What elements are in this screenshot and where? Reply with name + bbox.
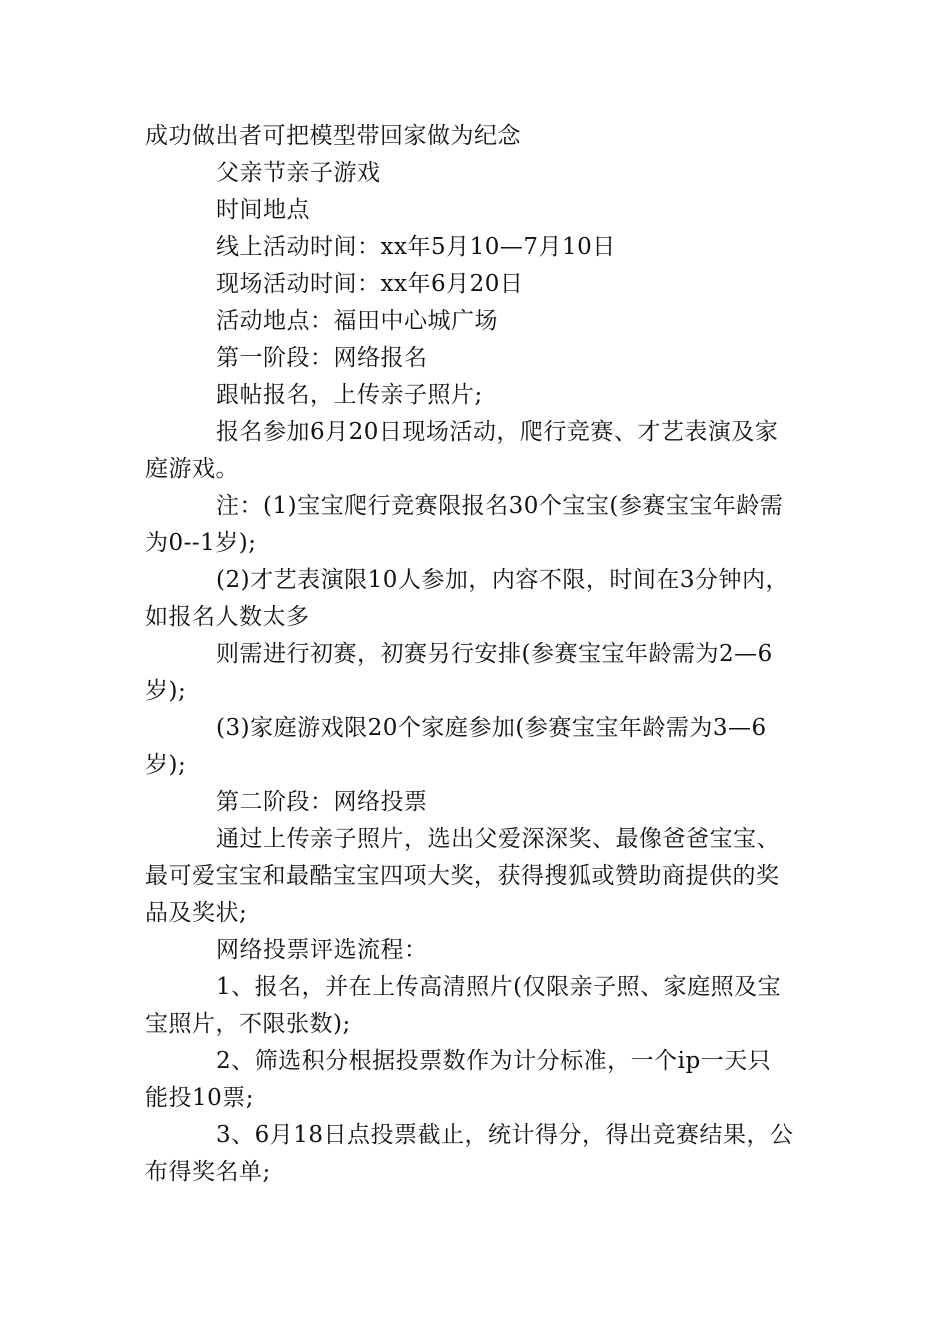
text-line: 品及奖状; bbox=[145, 900, 248, 926]
text-line: 第一阶段：网络报名 bbox=[216, 345, 428, 371]
text-line: 3、6月18日点投票截止，统计得分，得出竞赛结果，公 bbox=[216, 1122, 794, 1148]
text-line: (3)家庭游戏限20个家庭参加(参赛宝宝年龄需为3—6 bbox=[216, 715, 767, 741]
text-line: 庭游戏。 bbox=[145, 456, 239, 482]
text-line: 父亲节亲子游戏 bbox=[216, 160, 381, 186]
text-line: 为0--1岁); bbox=[145, 530, 257, 556]
text-line: 1、报名，并在上传高清照片(仅限亲子照、家庭照及宝 bbox=[216, 974, 782, 1000]
text-line: 网络投票评选流程： bbox=[216, 937, 428, 963]
text-line: 跟帖报名，上传亲子照片; bbox=[216, 382, 483, 408]
text-line: 时间地点 bbox=[216, 197, 310, 223]
text-line: 能投10票; bbox=[145, 1085, 255, 1111]
text-line: 则需进行初赛，初赛另行安排(参赛宝宝年龄需为2—6 bbox=[216, 641, 773, 667]
text-line: 报名参加6月20日现场活动，爬行竞赛、才艺表演及家 bbox=[216, 419, 779, 445]
text-line: 线上活动时间：xx年5月10—7月10日 bbox=[216, 234, 616, 260]
text-line: 2、筛选积分根据投票数作为计分标准，一个ip一天只 bbox=[216, 1048, 772, 1074]
text-line: 第二阶段：网络投票 bbox=[216, 789, 428, 815]
text-line: 宝照片，不限张数); bbox=[145, 1011, 351, 1037]
text-line: 注：(1)宝宝爬行竞赛限报名30个宝宝(参赛宝宝年龄需 bbox=[216, 493, 784, 519]
text-line: 如报名人数太多 bbox=[145, 604, 310, 630]
text-line: 最可爱宝宝和最酷宝宝四项大奖，获得搜狐或赞助商提供的奖 bbox=[145, 863, 780, 889]
text-line: (2)才艺表演限10人参加，内容不限，时间在3分钟内， bbox=[216, 567, 789, 593]
text-line: 成功做出者可把模型带回家做为纪念 bbox=[145, 123, 521, 149]
text-line: 岁); bbox=[145, 752, 187, 778]
text-line: 布得奖名单; bbox=[145, 1159, 271, 1185]
text-line: 活动地点：福田中心城广场 bbox=[216, 308, 498, 334]
text-line: 通过上传亲子照片，选出父爱深深奖、最像爸爸宝宝、 bbox=[216, 826, 780, 852]
text-line: 现场活动时间：xx年6月20日 bbox=[216, 271, 524, 297]
document-body bbox=[145, 118, 810, 1191]
document-page bbox=[145, 118, 810, 1191]
text-line: 岁); bbox=[145, 678, 187, 704]
